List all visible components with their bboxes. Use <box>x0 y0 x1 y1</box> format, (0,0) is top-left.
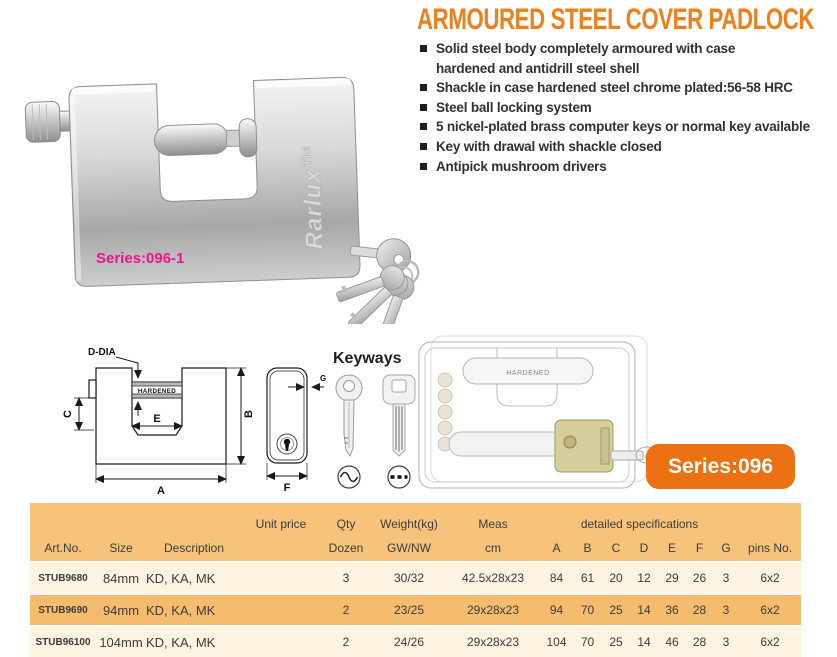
keyhole <box>277 434 297 454</box>
a-label: A <box>157 485 165 497</box>
cell-unit-price <box>242 626 320 657</box>
header-art-no: Art.No. <box>30 531 96 562</box>
header-meas-line2: cm <box>446 531 540 562</box>
cell-spec-e: 36 <box>658 594 686 626</box>
cell-spec-d: 14 <box>630 594 658 626</box>
side-view-diagram <box>258 352 330 494</box>
header-detailed-specs: detailed specifications <box>540 503 739 531</box>
header-spec-e: E <box>658 531 686 562</box>
cell-weight: 23/25 <box>372 594 446 626</box>
header-size: Size <box>96 531 146 562</box>
hardened-label: HARDENED <box>137 388 177 395</box>
cell-qty: 2 <box>320 594 372 626</box>
feature-item: 5 nickel-plated brass computer keys or normal key available <box>419 117 823 137</box>
cell-spec-g: 3 <box>713 594 739 626</box>
feature-item: Steel ball locking system <box>419 98 823 118</box>
normal-key <box>336 375 362 456</box>
c-label: C <box>62 410 74 418</box>
cell-spec-c: 20 <box>602 562 630 594</box>
e-label: E <box>153 413 161 425</box>
header-weight-line2: GW/NW <box>372 531 446 562</box>
header-qty-line1: Qty <box>320 503 372 531</box>
table-header <box>30 503 801 562</box>
front-view-diagram <box>58 342 258 497</box>
feature-item: Solid steel body completely armoured with case hardened and antidrill steel shell <box>419 39 823 78</box>
header-unit-price: Unit price <box>242 503 320 531</box>
shackle-pin-notch <box>154 118 257 160</box>
cell-qty: 3 <box>320 562 372 594</box>
cell-unit-price <box>242 594 320 626</box>
cell-spec-a: 94 <box>540 594 573 626</box>
header-spec-a: A <box>540 531 573 562</box>
header-spec-f: F <box>686 531 713 562</box>
header-description: Description <box>146 531 242 562</box>
header-meas-line1: Meas <box>446 503 540 531</box>
cell-spec-b: 70 <box>573 594 602 626</box>
cell-description: KD, KA, MK <box>146 626 242 657</box>
keyways-title: Keyways <box>333 350 402 367</box>
cell-spec-a: 104 <box>540 626 573 657</box>
cutaway-illustration <box>405 332 660 502</box>
cell-spec-a: 84 <box>540 562 573 594</box>
cell-size: 104mm <box>96 626 146 657</box>
cell-spec-g: 3 <box>713 626 739 657</box>
header-spec-g: G <box>713 531 739 562</box>
cell-size: 94mm <box>96 594 146 626</box>
cell-pins: 6x2 <box>739 594 801 626</box>
cell-spec-d: 12 <box>630 562 658 594</box>
cell-spec-f: 28 <box>686 626 713 657</box>
cell-spec-b: 70 <box>573 626 602 657</box>
cell-pins: 6x2 <box>739 562 801 594</box>
keyway-profile-wave <box>338 466 360 488</box>
table-row <box>30 594 801 626</box>
cell-description: KD, KA, MK <box>146 562 242 594</box>
cutaway-lower-cylinder <box>449 432 569 456</box>
hardened-label: HARDENED <box>506 370 550 377</box>
d-dia-label: D-DIA <box>88 347 116 358</box>
cell-qty: 2 <box>320 626 372 657</box>
cell-size: 84mm <box>96 562 146 594</box>
cell-spec-e: 29 <box>658 562 686 594</box>
cell-spec-c: 25 <box>602 626 630 657</box>
feature-list <box>419 39 823 176</box>
series-096-1-label: Series:096-1 <box>96 250 185 267</box>
cell-weight: 30/32 <box>372 562 446 594</box>
cell-meas: 42.5x28x23 <box>446 562 540 594</box>
cell-description: KD, KA, MK <box>146 594 242 626</box>
feature-item: Shackle in case hardened steel chrome plated:56-58 HRC <box>419 78 823 98</box>
feature-item: Key with drawal with shackle closed <box>419 137 823 157</box>
cell-meas: 29x28x23 <box>446 594 540 626</box>
header-spec-d: D <box>630 531 658 562</box>
cell-spec-f: 26 <box>686 562 713 594</box>
cell-spec-f: 28 <box>686 594 713 626</box>
cell-art-no: STUB9680 <box>30 562 96 594</box>
padlock-photo <box>22 32 424 324</box>
series-096-label: Series:096 <box>667 454 774 478</box>
table-row <box>30 626 801 657</box>
cutaway-lock-core <box>555 420 613 472</box>
cell-spec-e: 46 <box>658 626 686 657</box>
cell-art-no: STUB96100 <box>30 626 96 657</box>
header-qty-line2: Dozen <box>320 531 372 562</box>
cell-spec-b: 61 <box>573 562 602 594</box>
cell-meas: 29x28x23 <box>446 626 540 657</box>
spec-table <box>30 503 801 657</box>
cutaway-shackle <box>463 358 593 384</box>
series-096-badge <box>646 444 795 489</box>
cell-pins: 6x2 <box>739 626 801 657</box>
brand-embossed: Rarlux™ <box>297 143 329 250</box>
header-spec-c: C <box>602 531 630 562</box>
cell-spec-d: 14 <box>630 626 658 657</box>
f-label: F <box>283 482 291 494</box>
shackle-section <box>132 382 182 398</box>
pin-stub <box>89 380 96 398</box>
cell-weight: 24/26 <box>372 626 446 657</box>
header-pins: pins No. <box>739 531 801 562</box>
feature-item: Antipick mushroom drivers <box>419 157 823 177</box>
b-label: B <box>243 410 255 418</box>
header-weight-line1: Weight(kg) <box>372 503 446 531</box>
table-row <box>30 562 801 594</box>
cell-spec-c: 25 <box>602 594 630 626</box>
g-label: G <box>320 374 327 383</box>
page-title: ARMOURED STEEL COVER PADLOCK <box>417 3 815 36</box>
cell-art-no: STUB9690 <box>30 594 96 626</box>
header-spec-b: B <box>573 531 602 562</box>
cell-spec-g: 3 <box>713 562 739 594</box>
cell-unit-price <box>242 562 320 594</box>
